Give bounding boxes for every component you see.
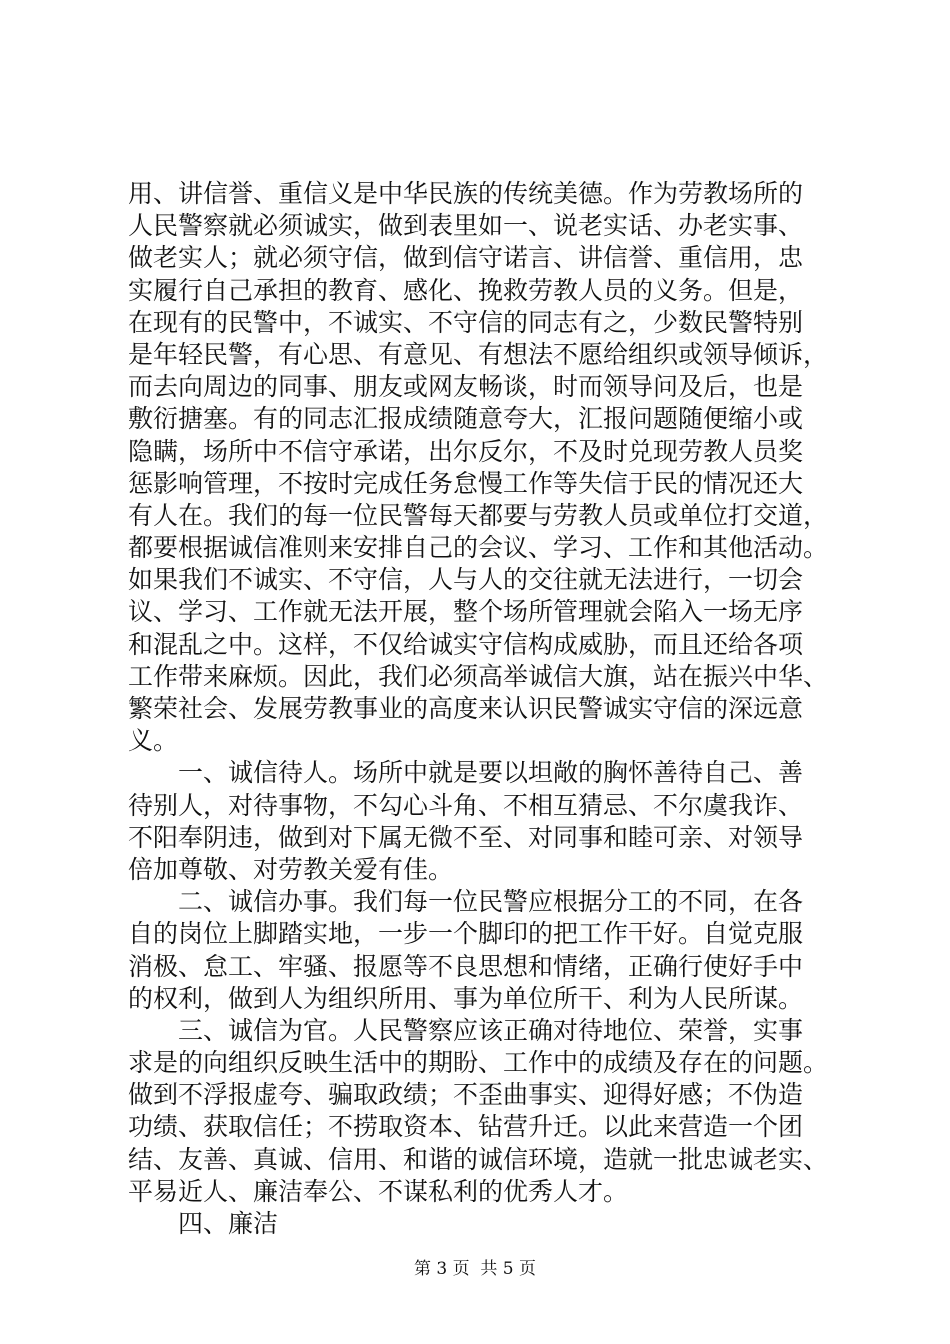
text-line: 四、廉洁 [128,1209,279,1238]
text-line: 倍加尊敬、对劳教关爱有佳。 [128,854,454,884]
text-line: 议、学习、工作就无法开展，整个场所管理就会陷入一场无序 [128,597,804,627]
text-line: 人民警察就必须诚实，做到表里如一、说老实话、办老实事、 [128,211,804,241]
text-line: 自的岗位上脚踏实地，一步一个脚印的把工作干好。自觉克服 [128,919,804,949]
text-line: 在现有的民警中，不诚实、不守信的同志有之，少数民警特别 [128,307,804,337]
page-number: 第 3 页 共 5 页 [413,1259,537,1279]
text-line: 消极、怠工、牢骚、报愿等不良思想和情绪，正确行使好手中 [128,951,804,981]
text-line: 而去向周边的同事、朋友或网友畅谈，时而领导问及后，也是 [128,372,804,402]
text-line: 做老实人；就必须守信，做到信守诺言、讲信誉、重信用，忠 [128,243,804,273]
text-line: 结、友善、真诚、信用、和谐的诚信环境，造就一批忠诚老实、 [128,1144,829,1174]
text-line: 不阳奉阴违，做到对下属无微不至、对同事和睦可亲、对领导 [128,822,804,852]
text-line: 实履行自己承担的教育、感化、挽救劳教人员的义务。但是， [128,275,804,305]
text-line: 和混乱之中。这样，不仅给诚实守信构成威胁，而且还给各项 [128,629,804,659]
text-line: 用、讲信誉、重信义是中华民族的传统美德。作为劳教场所的 [128,179,804,208]
text-line: 隐瞒，场所中不信守承诺，出尔反尔，不及时兑现劳教人员奖 [128,436,804,466]
text-line: 是年轻民警，有心思、有意见、有想法不愿给组织或领导倾诉， [128,339,829,369]
text-line: 工作带来麻烦。因此，我们必须高举诚信大旗，站在振兴中华、 [128,661,829,691]
text-line: 繁荣社会、发展劳教事业的高度来认识民警诚实守信的深远意 [128,694,804,723]
text-line: 求是的向组织反映生活中的期盼、工作中的成绩及存在的问题。 [128,1048,829,1078]
text-line: 待别人，对待事物，不勾心斗角、不相互猜忌、不尔虞我诈、 [128,790,804,820]
text-line: 都要根据诚信准则来安排自己的会议、学习、工作和其他活动。 [128,533,829,563]
text-line: 有人在。我们的每一位民警每天都要与劳教人员或单位打交道， [128,500,829,530]
page-footer [0,1254,950,1279]
text-line: 惩影响管理，不按时完成任务怠慢工作等失信于民的情况还大 [128,468,804,498]
text-line: 如果我们不诚实、不守信，人与人的交往就无法进行，一切会 [128,565,804,595]
text-line: 敷衍搪塞。有的同志汇报成绩随意夸大，汇报问题随便缩小或 [128,404,804,434]
document-body [128,178,863,1240]
text-line: 的权利，做到人为组织所用、事为单位所干、利为人民所谋。 [128,983,804,1013]
text-line: 一、诚信待人。场所中就是要以坦敞的胸怀善待自己、善 [128,758,804,788]
text-line: 平易近人、廉洁奉公、不谋私利的优秀人才。 [128,1176,629,1206]
text-line: 义。 [128,726,179,756]
text-line: 二、诚信办事。我们每一位民警应根据分工的不同，在各 [128,887,804,917]
text-line: 三、诚信为官。人民警察应该正确对待地位、荣誉，实事 [128,1015,804,1045]
text-line: 做到不浮报虚夸、骗取政绩；不歪曲事实、迎得好感；不伪造 [128,1080,804,1110]
text-line: 功绩、获取信任；不捞取资本、钻营升迁。以此来营造一个团 [128,1112,804,1142]
